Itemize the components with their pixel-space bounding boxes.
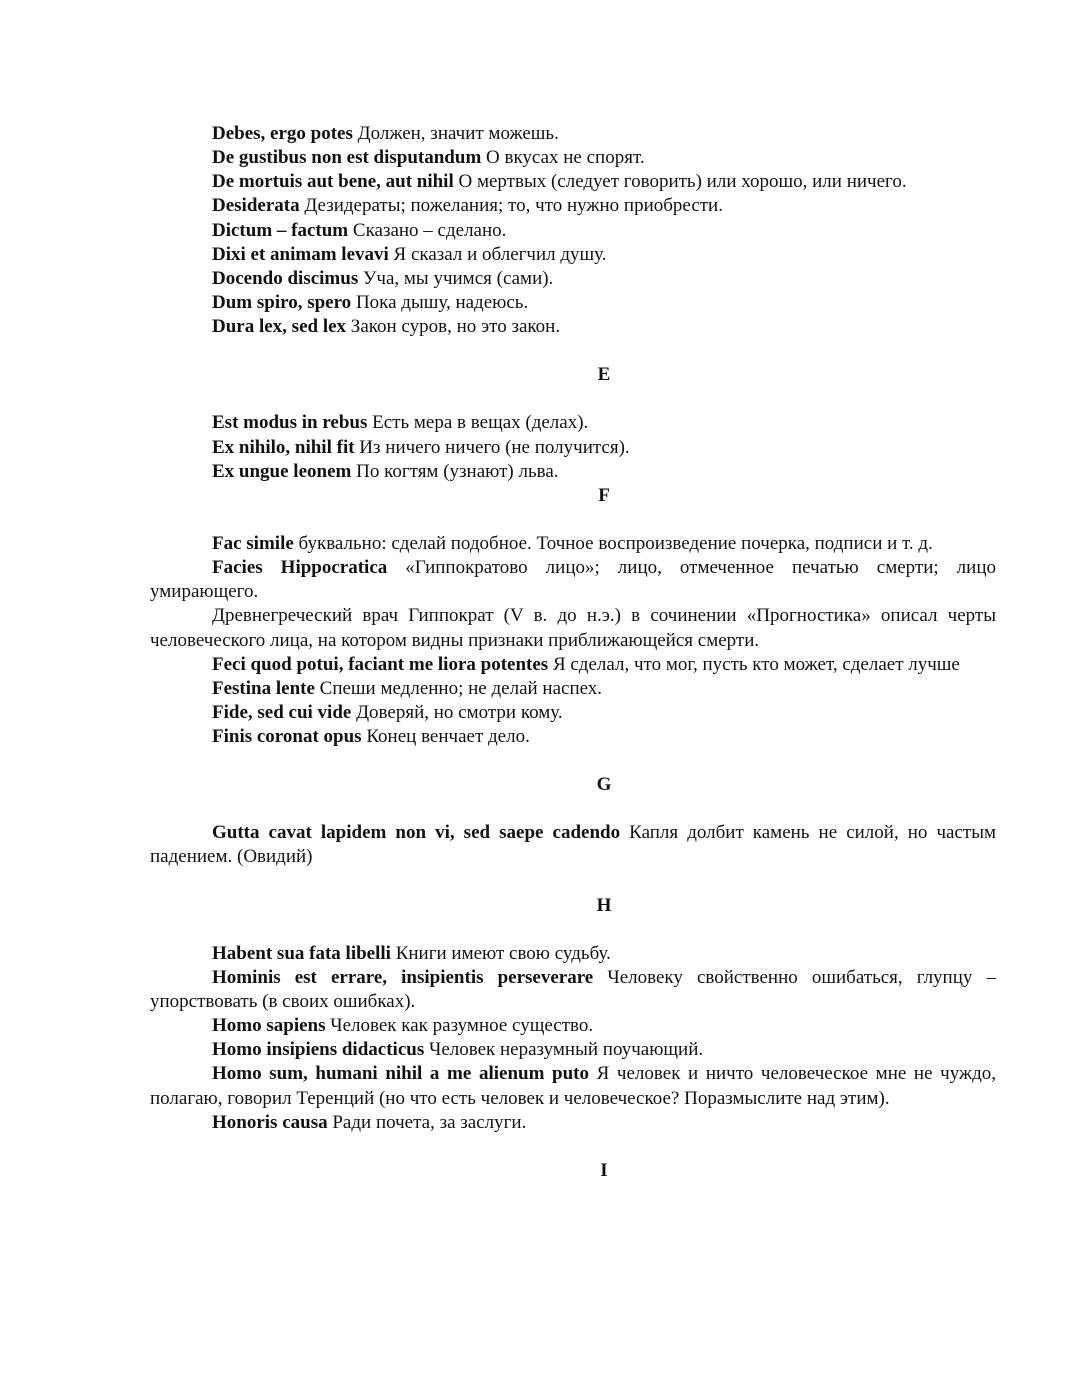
entry-text: «Гиппократово лицо»; лицо, отмеченное печатью смерти; лицо умирающего.	[150, 557, 997, 603]
entry-text: Сказано – сделано.	[348, 219, 507, 241]
entry-text: буквально: сделай подобное. Точное воспроизведение почерка, подписи и т. д.	[293, 532, 933, 554]
entry-text: Капля долбит камень не силой, но частым падением. (Овидий)	[150, 822, 996, 868]
entry	[150, 556, 996, 604]
entry-term: Ex ungue leonem	[212, 460, 352, 482]
entry-term: Desiderata	[212, 195, 300, 217]
entry	[150, 1111, 996, 1135]
entry-term: Dictum – factum	[212, 219, 349, 241]
entry-text: Человек неразумный поучающий.	[424, 1039, 704, 1061]
entry-text: Доверяй, но смотри кому.	[351, 701, 563, 723]
section-g	[150, 821, 996, 869]
entry-text: О вкусах не спорят.	[481, 147, 645, 169]
entry	[150, 532, 996, 556]
entry	[150, 146, 996, 170]
entry-text: Дезидераты; пожелания; то, что нужно приобрести.	[299, 195, 723, 217]
entry-text: По когтям (узнают) льва.	[351, 460, 559, 482]
section-f	[150, 532, 996, 749]
entry	[150, 966, 996, 1014]
entry	[150, 194, 996, 218]
entry	[150, 725, 996, 749]
entry-term: Dixi et animam levavi	[212, 243, 389, 265]
spacer	[150, 918, 996, 942]
entry	[150, 411, 996, 435]
section-letter-i: I	[600, 1159, 608, 1181]
spacer	[150, 339, 996, 363]
entry	[150, 170, 996, 194]
entry-term: Finis coronat opus	[212, 726, 362, 748]
entry-term: Docendo discimus	[212, 267, 359, 289]
entry	[150, 942, 996, 966]
spacer	[150, 508, 996, 532]
entry-term: Honoris causa	[212, 1111, 328, 1133]
entry-term: Ex nihilo, nihil fit	[212, 436, 355, 458]
entry	[150, 460, 996, 484]
entry-text: Должен, значит можешь.	[352, 123, 559, 144]
entry-term: Homo sapiens	[212, 1015, 326, 1037]
document-page	[150, 122, 996, 1183]
entry	[150, 219, 996, 243]
entry-term: Dum spiro, spero	[212, 292, 352, 314]
entry	[150, 291, 996, 315]
entry-text: Я сказал и облегчил душу.	[388, 243, 607, 265]
section-h	[150, 942, 996, 1135]
entry	[150, 701, 996, 725]
entry-text: Есть мера в вещах (делах).	[367, 412, 589, 434]
entry-text: Человеку свойственно ошибаться, глупцу – упорствовать (в своих ошибках).	[150, 966, 996, 1012]
entry	[150, 1038, 996, 1062]
entry-term: Festina lente	[212, 677, 315, 699]
entry-text: Ради почета, за заслуги.	[327, 1111, 527, 1133]
entry-text: Древнегреческий врач Гиппократ (V в. до н.э.) в сочинении «Прогностика» описал черты человеческого лица, на котором видны признаки приближающейся смерти.	[150, 605, 996, 651]
section-letter-e: E	[597, 364, 611, 386]
entry-text: Конец венчает дело.	[361, 726, 530, 748]
entry-term: De mortuis aut bene, aut nihil	[212, 171, 454, 193]
entry	[150, 243, 996, 267]
entry-term: Homo sum, humani nihil a me alienum puto	[212, 1063, 589, 1085]
entry-text: Пока дышу, надеюсь.	[351, 292, 529, 314]
entry-term: Feci quod potui, faciant me liora potentes	[212, 653, 549, 675]
entry-text: Я сделал, что мог, пусть кто может, сделает лучше	[548, 653, 960, 675]
spacer	[150, 749, 996, 773]
entry-term: Hominis est errare, insipientis perseverare	[212, 966, 594, 988]
entry	[150, 267, 996, 291]
spacer	[150, 1135, 996, 1159]
section-d	[150, 122, 996, 339]
entry-term: Facies Hippocratica	[212, 557, 388, 579]
entry	[150, 1014, 996, 1038]
entry	[150, 653, 996, 677]
entry	[150, 1062, 996, 1110]
entry-text: Книги имеют свою судьбу.	[390, 942, 611, 964]
section-letter-f: F	[598, 484, 610, 506]
entry-text: Человек как разумное существо.	[325, 1015, 594, 1037]
spacer	[150, 870, 996, 894]
entry-term: Habent sua fata libelli	[212, 942, 391, 964]
entry-text: Из ничего ничего (не получится).	[354, 436, 630, 458]
entry-term: Est modus in rebus	[212, 412, 368, 434]
entry-text: О мертвых (следует говорить) или хорошо, или ничего.	[453, 171, 907, 193]
spacer	[150, 387, 996, 411]
entry	[150, 315, 996, 339]
entry-paragraph	[150, 604, 996, 652]
entry-text: Уча, мы учимся (сами).	[358, 267, 554, 289]
entry	[150, 436, 996, 460]
entry	[150, 122, 996, 146]
entry	[150, 821, 996, 869]
entry-text: Спеши медленно; не делай наспех.	[314, 677, 603, 699]
entry-text: Закон суров, но это закон.	[346, 316, 561, 338]
entry-term: De gustibus non est disputandum	[212, 147, 482, 169]
entry-text: Я человек и ничто человеческое мне не чуждо, полагаю, говорил Теренций (но что есть человек и человеческое? Поразмыслите над этим).	[150, 1063, 996, 1109]
entry-term: Dura lex, sed lex	[212, 316, 347, 338]
section-letter-g: G	[596, 774, 612, 796]
entry-term: Debes, ergo potes	[212, 123, 353, 144]
spacer	[150, 797, 996, 821]
entry-term: Homo insipiens didacticus	[212, 1039, 425, 1061]
section-e	[150, 411, 996, 483]
entry-term: Fide, sed cui vide	[212, 701, 352, 723]
entry	[150, 677, 996, 701]
section-letter-h: H	[596, 894, 612, 916]
entry-term: Gutta cavat lapidem non vi, sed saepe cadendo	[212, 822, 621, 844]
entry-term: Fac simile	[212, 532, 294, 554]
